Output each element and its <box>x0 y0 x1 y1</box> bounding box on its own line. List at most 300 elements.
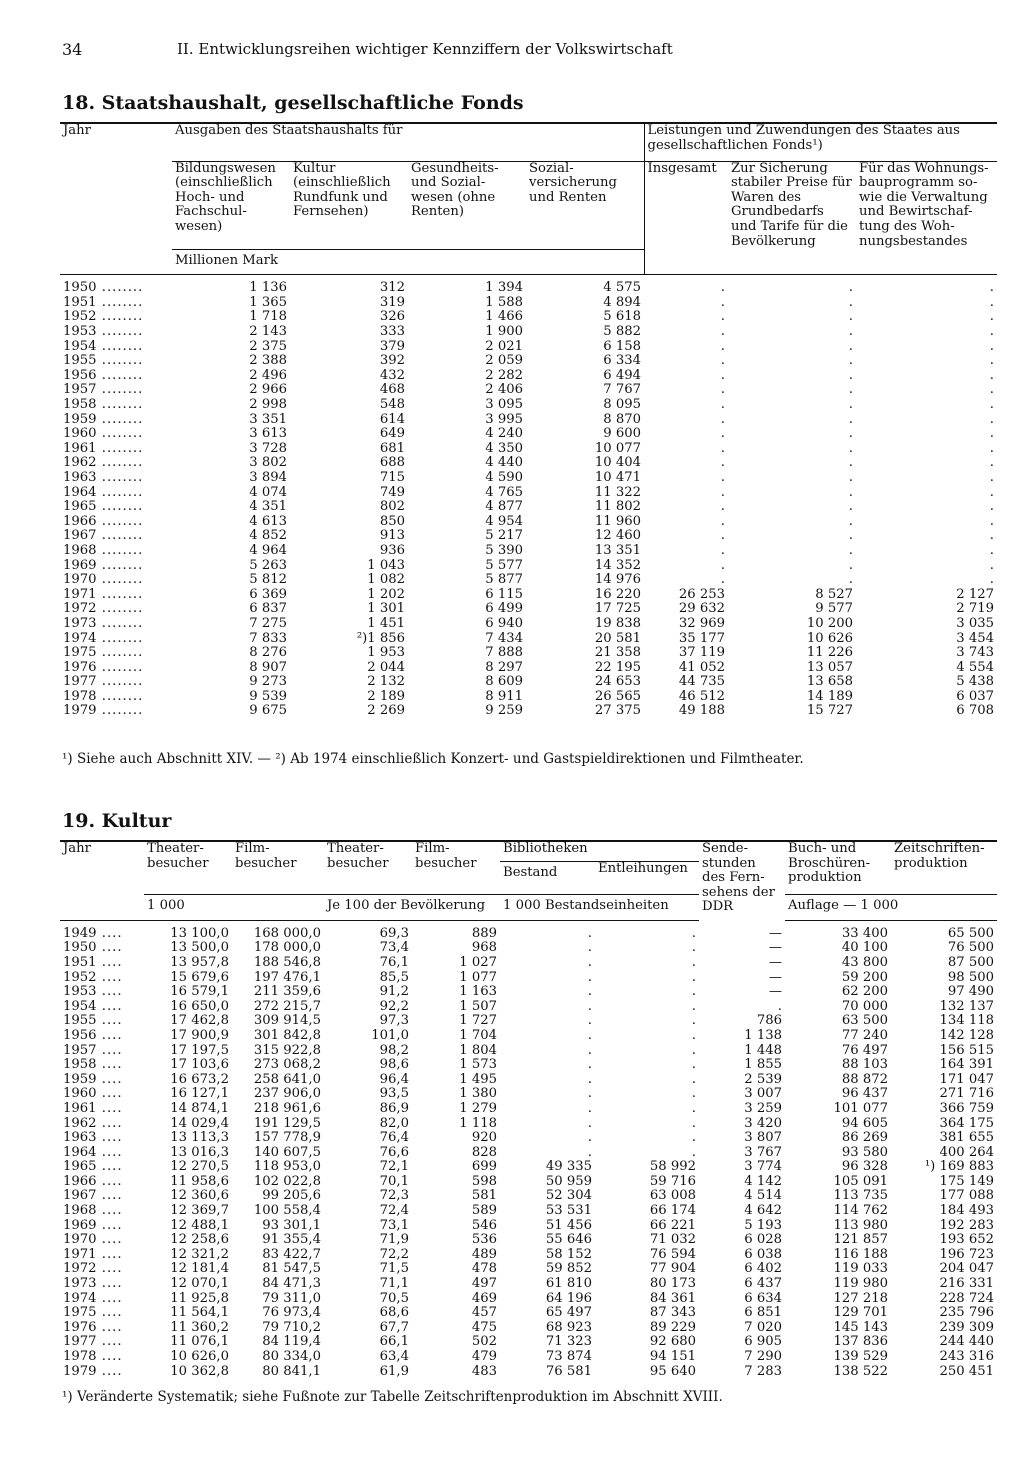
cell: 91,2 <box>379 984 409 1000</box>
cell: . <box>848 484 853 500</box>
cell: 11 360,2 <box>170 1319 229 1335</box>
cell: 80 173 <box>649 1276 696 1292</box>
cell: 502 <box>471 1334 497 1350</box>
table-row <box>60 956 997 971</box>
cell: 3 454 <box>956 630 994 646</box>
cell: 12 488,1 <box>170 1217 229 1233</box>
cell: 11 925,8 <box>170 1290 229 1306</box>
table-18-footnote: ¹) Siehe auch Abschnitt XIV. — ²) Ab 1974 einschließlich Konzert- und Gastspieldirektionen und Filmtheater. <box>62 751 804 767</box>
cell: 2 189 <box>367 688 405 704</box>
cell: 12 070,1 <box>170 1276 229 1292</box>
cell: . <box>587 1027 592 1043</box>
cell: 457 <box>471 1305 497 1321</box>
cell: 26 565 <box>594 688 641 704</box>
row-year: 1949 .... <box>63 925 123 941</box>
cell: . <box>848 455 853 471</box>
cell: 52 304 <box>545 1188 592 1204</box>
cell: . <box>848 411 853 427</box>
cell: 8 297 <box>485 659 523 675</box>
cell: 9 600 <box>603 426 641 442</box>
cell: 2 132 <box>367 674 405 690</box>
row-year: 1965 .... <box>63 1159 123 1175</box>
cell: . <box>989 367 994 383</box>
cell: 715 <box>379 469 405 485</box>
cell: 258 641,0 <box>253 1071 321 1087</box>
cell: 7 020 <box>744 1319 782 1335</box>
cell: 3 807 <box>744 1130 782 1146</box>
cell: 71,1 <box>379 1276 409 1292</box>
cell: 83 422,7 <box>262 1246 321 1262</box>
row-year: 1955 ........ <box>63 353 144 369</box>
t19-unit-auflage: Auflage — 1 000 <box>785 895 997 921</box>
cell: 11 226 <box>806 645 853 661</box>
table-row <box>60 442 997 457</box>
table-row <box>60 617 997 632</box>
cell: 749 <box>379 484 405 500</box>
cell: . <box>720 338 725 354</box>
cell: 3 613 <box>249 426 287 442</box>
cell: 97 490 <box>947 984 994 1000</box>
cell: 72,1 <box>379 1159 409 1175</box>
cell: 1 953 <box>367 645 405 661</box>
cell: . <box>989 411 994 427</box>
cell: 3 894 <box>249 469 287 485</box>
cell: 67,7 <box>379 1319 409 1335</box>
cell: . <box>989 499 994 515</box>
cell: 548 <box>379 397 405 412</box>
cell: 59 852 <box>545 1261 592 1277</box>
cell: 70,1 <box>379 1173 409 1189</box>
cell: 92,2 <box>379 998 409 1014</box>
cell: 8 907 <box>249 659 287 675</box>
cell: 50 959 <box>545 1173 592 1189</box>
cell: 93 580 <box>841 1144 888 1160</box>
table-row <box>60 413 997 428</box>
cell: 7 283 <box>744 1363 782 1379</box>
cell: 235 796 <box>939 1305 994 1321</box>
table-row <box>60 1277 997 1292</box>
table-row <box>60 646 997 661</box>
cell: 468 <box>379 382 405 398</box>
cell: 6 402 <box>744 1261 782 1277</box>
cell: 2 388 <box>249 353 287 369</box>
cell: 101 077 <box>833 1100 888 1116</box>
cell: . <box>691 1042 696 1058</box>
cell: 12 360,6 <box>170 1188 229 1204</box>
cell: . <box>587 969 592 985</box>
t18-header-ausgaben: Ausgaben des Staatshaushalts für <box>172 123 644 161</box>
cell: 6 038 <box>744 1246 782 1262</box>
cell: 2 406 <box>485 382 523 398</box>
cell: 11 322 <box>594 484 641 500</box>
cell: 138 522 <box>833 1363 888 1379</box>
cell: 44 735 <box>678 674 725 690</box>
table-row <box>60 632 997 647</box>
cell: 1 301 <box>367 601 405 617</box>
cell: 7 290 <box>744 1349 782 1364</box>
cell: 11 076,1 <box>170 1334 229 1350</box>
table-row <box>60 971 997 986</box>
t19-col-theater-je100: Theater-besucher <box>324 841 412 895</box>
cell: . <box>989 382 994 398</box>
t19-col-bestand: Bestand <box>503 864 558 880</box>
cell: . <box>989 426 994 442</box>
row-year: 1963 ........ <box>63 469 144 485</box>
table-row <box>60 398 997 413</box>
cell: 17 900,9 <box>170 1027 229 1043</box>
cell: 127 218 <box>833 1290 888 1306</box>
cell: 12 369,7 <box>170 1203 229 1219</box>
cell: . <box>587 940 592 956</box>
cell: 3 259 <box>744 1100 782 1116</box>
cell: . <box>691 1115 696 1131</box>
cell: 913 <box>379 528 405 544</box>
row-year: 1966 ........ <box>63 513 144 529</box>
cell: 14 189 <box>806 688 853 704</box>
cell: 69,3 <box>379 925 409 941</box>
cell: 66 221 <box>649 1217 696 1233</box>
cell: 76 581 <box>545 1363 592 1379</box>
cell: . <box>989 294 994 310</box>
cell: . <box>587 1071 592 1087</box>
cell: . <box>989 280 994 296</box>
cell: . <box>848 353 853 369</box>
cell: 218 961,6 <box>253 1100 321 1116</box>
table-row <box>60 927 997 942</box>
cell: 614 <box>379 411 405 427</box>
row-year: 1975 ........ <box>63 645 144 661</box>
row-year: 1978 ........ <box>63 688 144 704</box>
row-year: 1971 .... <box>63 1246 123 1262</box>
cell: 6 940 <box>485 615 523 631</box>
cell: 1 138 <box>744 1027 782 1043</box>
t18-col-kultur: Kultur (einschließlich Rundfunk und Fernsehen) <box>290 161 408 249</box>
t18-body <box>60 281 997 719</box>
cell: 250 451 <box>939 1363 994 1379</box>
t18-col-wohnung: Für das Wohnungs-bauprogramm so-wie die Verwaltung und Bewirtschaf-tung des Woh-nungsbestandes <box>859 160 989 249</box>
cell: . <box>587 1100 592 1116</box>
row-year: 1970 .... <box>63 1232 123 1248</box>
cell: 26 253 <box>678 586 725 602</box>
cell: 89 229 <box>649 1319 696 1335</box>
cell: 139 529 <box>833 1349 888 1364</box>
t19-header-jahr: Jahr <box>60 841 144 895</box>
cell: 178 000,0 <box>253 940 321 956</box>
table-19-footnote: ¹) Veränderte Systematik; siehe Fußnote zur Tabelle Zeitschriftenproduktion im Abschnitt XVIII. <box>62 1389 723 1405</box>
cell: . <box>848 557 853 573</box>
row-year: 1950 ........ <box>63 280 144 296</box>
cell: 333 <box>379 324 405 340</box>
cell: 6 158 <box>603 338 641 354</box>
table-row <box>60 1204 997 1219</box>
cell: 1 855 <box>744 1057 782 1073</box>
cell: 2 966 <box>249 382 287 398</box>
cell: 19 838 <box>594 615 641 631</box>
cell: 5 577 <box>485 557 523 573</box>
cell: . <box>691 1027 696 1043</box>
cell: 76 973,4 <box>262 1305 321 1321</box>
cell: 16 650,0 <box>170 998 229 1014</box>
row-year: 1965 ........ <box>63 499 144 515</box>
cell: 381 655 <box>939 1130 994 1146</box>
cell: 9 259 <box>485 703 523 719</box>
cell: 244 440 <box>939 1334 994 1350</box>
row-year: 1957 ........ <box>63 382 144 398</box>
table-row <box>60 1146 997 1161</box>
cell: 71 323 <box>545 1334 592 1350</box>
cell: 118 953,0 <box>253 1159 321 1175</box>
cell: . <box>848 528 853 544</box>
cell: 94 605 <box>841 1115 888 1131</box>
cell: 86,9 <box>379 1100 409 1116</box>
table-row <box>60 1029 997 1044</box>
cell: 76 594 <box>649 1246 696 1262</box>
row-year: 1953 .... <box>63 984 123 1000</box>
cell: 49 188 <box>678 703 725 719</box>
cell: ²)1 856 <box>356 630 405 646</box>
cell: . <box>720 557 725 573</box>
cell: 13 351 <box>594 542 641 558</box>
cell: 271 716 <box>939 1086 994 1102</box>
cell: 168 000,0 <box>253 925 321 941</box>
cell: 7 833 <box>249 630 287 646</box>
cell: 71 032 <box>649 1232 696 1248</box>
cell: 7 434 <box>485 630 523 646</box>
table-19-kultur <box>60 840 997 1379</box>
cell: — <box>768 954 782 970</box>
row-year: 1966 .... <box>63 1173 123 1189</box>
cell: 116 188 <box>833 1246 888 1262</box>
cell: 1 466 <box>485 309 523 325</box>
cell: 2 143 <box>249 324 287 340</box>
t19-header-bibliotheken: Bibliotheken <box>500 841 699 861</box>
table-row <box>60 1262 997 1277</box>
cell: 58 152 <box>545 1246 592 1262</box>
cell: . <box>848 499 853 515</box>
cell: 43 800 <box>841 954 888 970</box>
cell: . <box>691 1057 696 1073</box>
table-row <box>60 985 997 1000</box>
cell: 6 437 <box>744 1276 782 1292</box>
cell: 3 728 <box>249 440 287 456</box>
table-row <box>60 661 997 676</box>
page-number: 34 <box>62 40 83 59</box>
cell: . <box>587 1115 592 1131</box>
cell: 62 200 <box>841 984 888 1000</box>
row-year: 1961 ........ <box>63 440 144 456</box>
cell: . <box>691 998 696 1014</box>
cell: 6 334 <box>603 353 641 369</box>
t18-col-bildung: Bildungswesen (einschließlich Hoch- und Fachschul-wesen) <box>172 161 290 249</box>
cell: 6 115 <box>485 586 523 602</box>
table-row <box>60 486 997 501</box>
cell: 483 <box>471 1363 497 1379</box>
row-year: 1959 .... <box>63 1071 123 1087</box>
cell: 850 <box>379 513 405 529</box>
cell: 61,9 <box>379 1363 409 1379</box>
cell: 84 361 <box>649 1290 696 1306</box>
cell: 315 922,8 <box>253 1042 321 1058</box>
cell: 6 851 <box>744 1305 782 1321</box>
cell: 239 309 <box>939 1319 994 1335</box>
running-head-text: II. Entwicklungsreihen wichtiger Kennziffern der Volkswirtschaft <box>177 40 673 58</box>
t18-header-leistungen: Leistungen und Zuwendungen des Staates aus gesellschaftlichen Fonds¹) <box>644 123 997 161</box>
cell: 3 995 <box>485 411 523 427</box>
cell: 3 035 <box>956 615 994 631</box>
row-year: 1969 ........ <box>63 557 144 573</box>
table-row <box>60 1248 997 1263</box>
cell: 6 494 <box>603 367 641 383</box>
row-year: 1967 .... <box>63 1188 123 1204</box>
cell: 84 471,3 <box>262 1276 321 1292</box>
cell: 59 716 <box>649 1173 696 1189</box>
cell: 4 240 <box>485 426 523 442</box>
cell: 13 016,3 <box>170 1144 229 1160</box>
table-row <box>60 1160 997 1175</box>
cell: 1 380 <box>459 1086 497 1102</box>
table-row <box>60 1321 997 1336</box>
cell: 4 954 <box>485 513 523 529</box>
cell: 13 658 <box>806 674 853 690</box>
row-year: 1971 ........ <box>63 586 144 602</box>
table-row <box>60 529 997 544</box>
cell: 175 149 <box>939 1173 994 1189</box>
cell: . <box>848 280 853 296</box>
cell: . <box>848 309 853 325</box>
table-row <box>60 515 997 530</box>
cell: 243 316 <box>939 1349 994 1364</box>
cell: 1 082 <box>367 572 405 588</box>
cell: 4 142 <box>744 1173 782 1189</box>
row-year: 1962 .... <box>63 1115 123 1131</box>
t18-col-sozialversicherung: Sozial-versicherung und Renten <box>526 161 644 249</box>
row-year: 1970 ........ <box>63 572 144 588</box>
cell: . <box>848 397 853 412</box>
cell: 8 276 <box>249 645 287 661</box>
cell: 80 841,1 <box>262 1363 321 1379</box>
cell: 196 723 <box>939 1246 994 1262</box>
cell: 13 500,0 <box>170 940 229 956</box>
row-year: 1958 ........ <box>63 397 144 412</box>
cell: 16 673,2 <box>170 1071 229 1087</box>
cell: . <box>989 528 994 544</box>
cell: 802 <box>379 499 405 515</box>
cell: 9 273 <box>249 674 287 690</box>
t18-col-preise: Zur Sicherung stabiler Preise für Waren des Grundbedarfs und Tarife für die Bevölkerung <box>731 160 852 249</box>
row-year: 1967 ........ <box>63 528 144 544</box>
cell: 77 904 <box>649 1261 696 1277</box>
cell: 5 390 <box>485 542 523 558</box>
table-row <box>60 602 997 617</box>
cell: 17 725 <box>594 601 641 617</box>
cell: 40 100 <box>841 940 888 956</box>
cell: . <box>720 426 725 442</box>
cell: . <box>691 940 696 956</box>
cell: 4 642 <box>744 1203 782 1219</box>
cell: 2 539 <box>744 1071 782 1087</box>
cell: . <box>587 1057 592 1073</box>
row-year: 1979 ........ <box>63 703 144 719</box>
cell: . <box>587 1130 592 1146</box>
cell: 1 077 <box>459 969 497 985</box>
cell: . <box>848 324 853 340</box>
row-year: 1952 ........ <box>63 309 144 325</box>
table-row <box>60 1189 997 1204</box>
cell: . <box>691 969 696 985</box>
cell: 17 103,6 <box>170 1057 229 1073</box>
table-row <box>60 1087 997 1102</box>
cell: 9 577 <box>815 601 853 617</box>
table-row <box>60 1058 997 1073</box>
cell: — <box>768 984 782 1000</box>
cell: 3 743 <box>956 645 994 661</box>
cell: 76,6 <box>379 1144 409 1160</box>
cell: 16 127,1 <box>170 1086 229 1102</box>
table-row <box>60 941 997 956</box>
cell: 96,4 <box>379 1071 409 1087</box>
t19-col-buch: Buch- und Broschüren-produktion <box>785 841 891 895</box>
cell: . <box>989 513 994 529</box>
row-year: 1972 .... <box>63 1261 123 1277</box>
cell: . <box>587 984 592 1000</box>
cell: 66 174 <box>649 1203 696 1219</box>
table-row <box>60 1073 997 1088</box>
cell: 312 <box>379 280 405 296</box>
cell: 16 579,1 <box>170 984 229 1000</box>
cell: 188 546,8 <box>253 954 321 970</box>
cell: . <box>720 382 725 398</box>
cell: 35 177 <box>678 630 725 646</box>
cell: 134 118 <box>939 1013 994 1029</box>
cell: 2 127 <box>956 586 994 602</box>
cell: 16 220 <box>594 586 641 602</box>
row-year: 1964 .... <box>63 1144 123 1160</box>
cell: 114 762 <box>833 1203 888 1219</box>
cell: . <box>587 954 592 970</box>
cell: 14 352 <box>594 557 641 573</box>
cell: . <box>720 440 725 456</box>
cell: 786 <box>756 1013 782 1029</box>
cell: 5 618 <box>603 309 641 325</box>
cell: 76 497 <box>841 1042 888 1058</box>
table-row <box>60 1335 997 1350</box>
cell: 14 976 <box>594 572 641 588</box>
cell: 73,4 <box>379 940 409 956</box>
cell: 1 202 <box>367 586 405 602</box>
cell: 8 911 <box>485 688 523 704</box>
cell: 102 022,8 <box>253 1173 321 1189</box>
cell: . <box>691 1071 696 1087</box>
cell: 5 193 <box>744 1217 782 1233</box>
t19-unit-1000: 1 000 <box>144 895 324 921</box>
table-row <box>60 325 997 340</box>
cell: 11 958,6 <box>170 1173 229 1189</box>
cell: 10 200 <box>806 615 853 631</box>
row-year: 1976 ........ <box>63 659 144 675</box>
cell: 68 923 <box>545 1319 592 1335</box>
cell: 11 960 <box>594 513 641 529</box>
cell: 65 500 <box>947 925 994 941</box>
row-year: 1959 ........ <box>63 411 144 427</box>
row-year: 1961 .... <box>63 1100 123 1116</box>
row-year: 1954 ........ <box>63 338 144 354</box>
t18-col-insgesamt: Insgesamt <box>644 161 728 249</box>
cell: 24 653 <box>594 674 641 690</box>
cell: 1 573 <box>459 1057 497 1073</box>
cell: . <box>691 925 696 941</box>
cell: — <box>768 969 782 985</box>
cell: 71,9 <box>379 1232 409 1248</box>
